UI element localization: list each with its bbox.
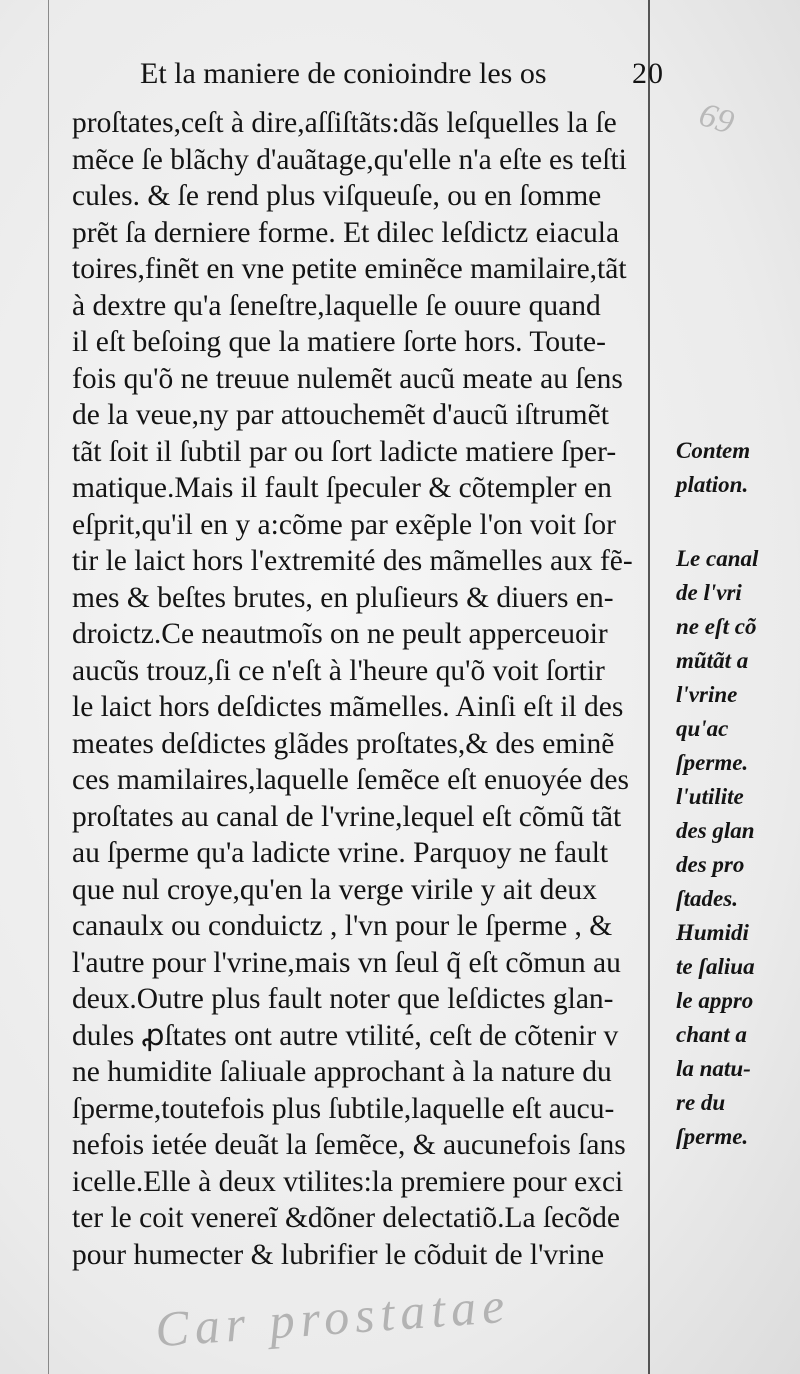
margin-gloss-line: Contem [676, 438, 751, 463]
margin-gloss-line: mũtãt a [676, 648, 749, 673]
handwritten-bottom-note: Car prostatae [153, 1276, 512, 1358]
margin-gloss-line: ſperme. [676, 750, 749, 775]
left-page-rule [48, 0, 49, 1374]
margin-gloss-line: l'vrine [676, 682, 738, 707]
margin-gloss-line: chant a [676, 1022, 747, 1047]
text-line: droictz.Ce neautmoĩs on ne peult apperceuoir [72, 618, 608, 650]
margin-gloss-line: ſtades. [676, 886, 738, 911]
text-line: pour humecter & lubrifier le cõduit de l'vrine [72, 1238, 605, 1271]
margin-gloss-line: des glan [676, 818, 755, 843]
text-line: nefois ietée deuãt la ſemẽce, & aucunefois ſans [72, 1129, 626, 1161]
page-number: 20 [632, 57, 664, 90]
margin-gloss-line: des pro [676, 852, 745, 877]
text-line: ter le coit venereĩ &dõner delectatiõ.La ſecõde [72, 1202, 620, 1234]
text-line: matique.Mais il fault ſpeculer & cõtempler en [72, 472, 612, 504]
text-line: meates deſdictes glãdes proſtates,& des eminẽ [72, 727, 615, 760]
text-line: le laict hors deſdictes mãmelles. Ainſi eſt il des [72, 691, 624, 723]
margin-gloss-line: l'utilite [676, 784, 744, 809]
running-head [140, 56, 664, 92]
text-line: de la veue,ny par attouchemẽt d'aucũ iſtrumẽt [72, 399, 609, 431]
text-line: proſtates au canal de l'vrine,lequel eſt cõmũ tãt [72, 800, 622, 833]
running-head-title: Et la maniere de conioindre les os [140, 57, 547, 90]
margin-gloss-line: de l'vri [676, 580, 742, 605]
margin-gloss-line: ne eſt cõ [676, 614, 757, 639]
margin-gloss-line: Humidi [676, 920, 749, 945]
text-line: ſperme,toutefois plus ſubtile,laquelle eſt aucu- [72, 1092, 615, 1125]
text-line: icelle.Elle à deux vtilites:la premiere pour exci [72, 1165, 624, 1198]
text-line: canaulx ou conduictz , l'vn pour le ſperme , & [72, 910, 613, 942]
text-line: aucũs trouz,ſi ce n'eſt à l'heure qu'õ voit ſortir [72, 654, 605, 687]
margin-gloss-line: le appro [676, 988, 754, 1013]
text-line: prẽt ſa derniere forme. Et dilec leſdictz eiacula [72, 216, 620, 249]
margin-gloss-line: te ſaliua [676, 954, 755, 979]
text-line: toires,finẽt en vne petite eminẽce mamilaire,tãt [72, 253, 627, 285]
margin-gloss-line: re du [676, 1090, 726, 1115]
margin-gloss-line: la natu- [676, 1056, 751, 1081]
text-line: mẽce ſe blãchy d'auãtage,qu'elle n'a eſte es teſti [72, 143, 627, 176]
text-line: cules. & ſe rend plus viſqueuſe, ou en ſomme [72, 180, 602, 212]
text-line: tãt ſoit il ſubtil par ou ſort ladicte matiere ſper- [72, 435, 617, 468]
text-line: fois qu'õ ne treuue nulemẽt aucũ meate au ſens [72, 362, 623, 395]
text-line: que nul croye,qu'en la verge virile y ait deux [72, 873, 597, 906]
text-line: il eſt beſoing que la matiere ſorte hors. Toute- [72, 326, 606, 358]
margin-gloss-line: Le canal [676, 546, 759, 571]
margin-gloss-line: ſperme. [676, 1124, 749, 1149]
text-line: proſtates,ceſt à dire,aſſiſtãts:dãs leſquelles la ſe [72, 107, 617, 139]
text-line: eſprit,qu'il en y a:cõme par exẽple l'on voit ſor [72, 508, 616, 541]
text-line: dules ꝓſtates ont autre vtilité, ceſt de cõtenir v [72, 1019, 619, 1052]
margin-gloss-line: plation. [676, 472, 749, 497]
text-line: à dextre qu'a ſeneſtre,laquelle ſe ouure quand [72, 289, 601, 322]
text-line: l'autre pour l'vrine,mais vn ſeul q̃ eſt cõmun au [72, 946, 621, 979]
text-line: mes & beſtes brutes, en pluſieurs & diuers en- [72, 581, 614, 614]
text-line: ne humidite ſaliuale approchant à la nature du [72, 1056, 612, 1088]
text-line: au ſperme qu'a ladicte vrine. Parquoy ne fault [72, 837, 609, 869]
text-line: deux.Outre plus fault noter que leſdictes glan- [72, 983, 614, 1015]
handwritten-corner-note: 69 [694, 96, 739, 142]
text-line: tir le laict hors l'extremité des mãmelles aux fẽ- [72, 545, 633, 577]
margin-gloss-line: qu'ac [676, 716, 729, 741]
text-line: ces mamilaires,laquelle ſemẽce eſt enuoyée des [72, 764, 629, 796]
